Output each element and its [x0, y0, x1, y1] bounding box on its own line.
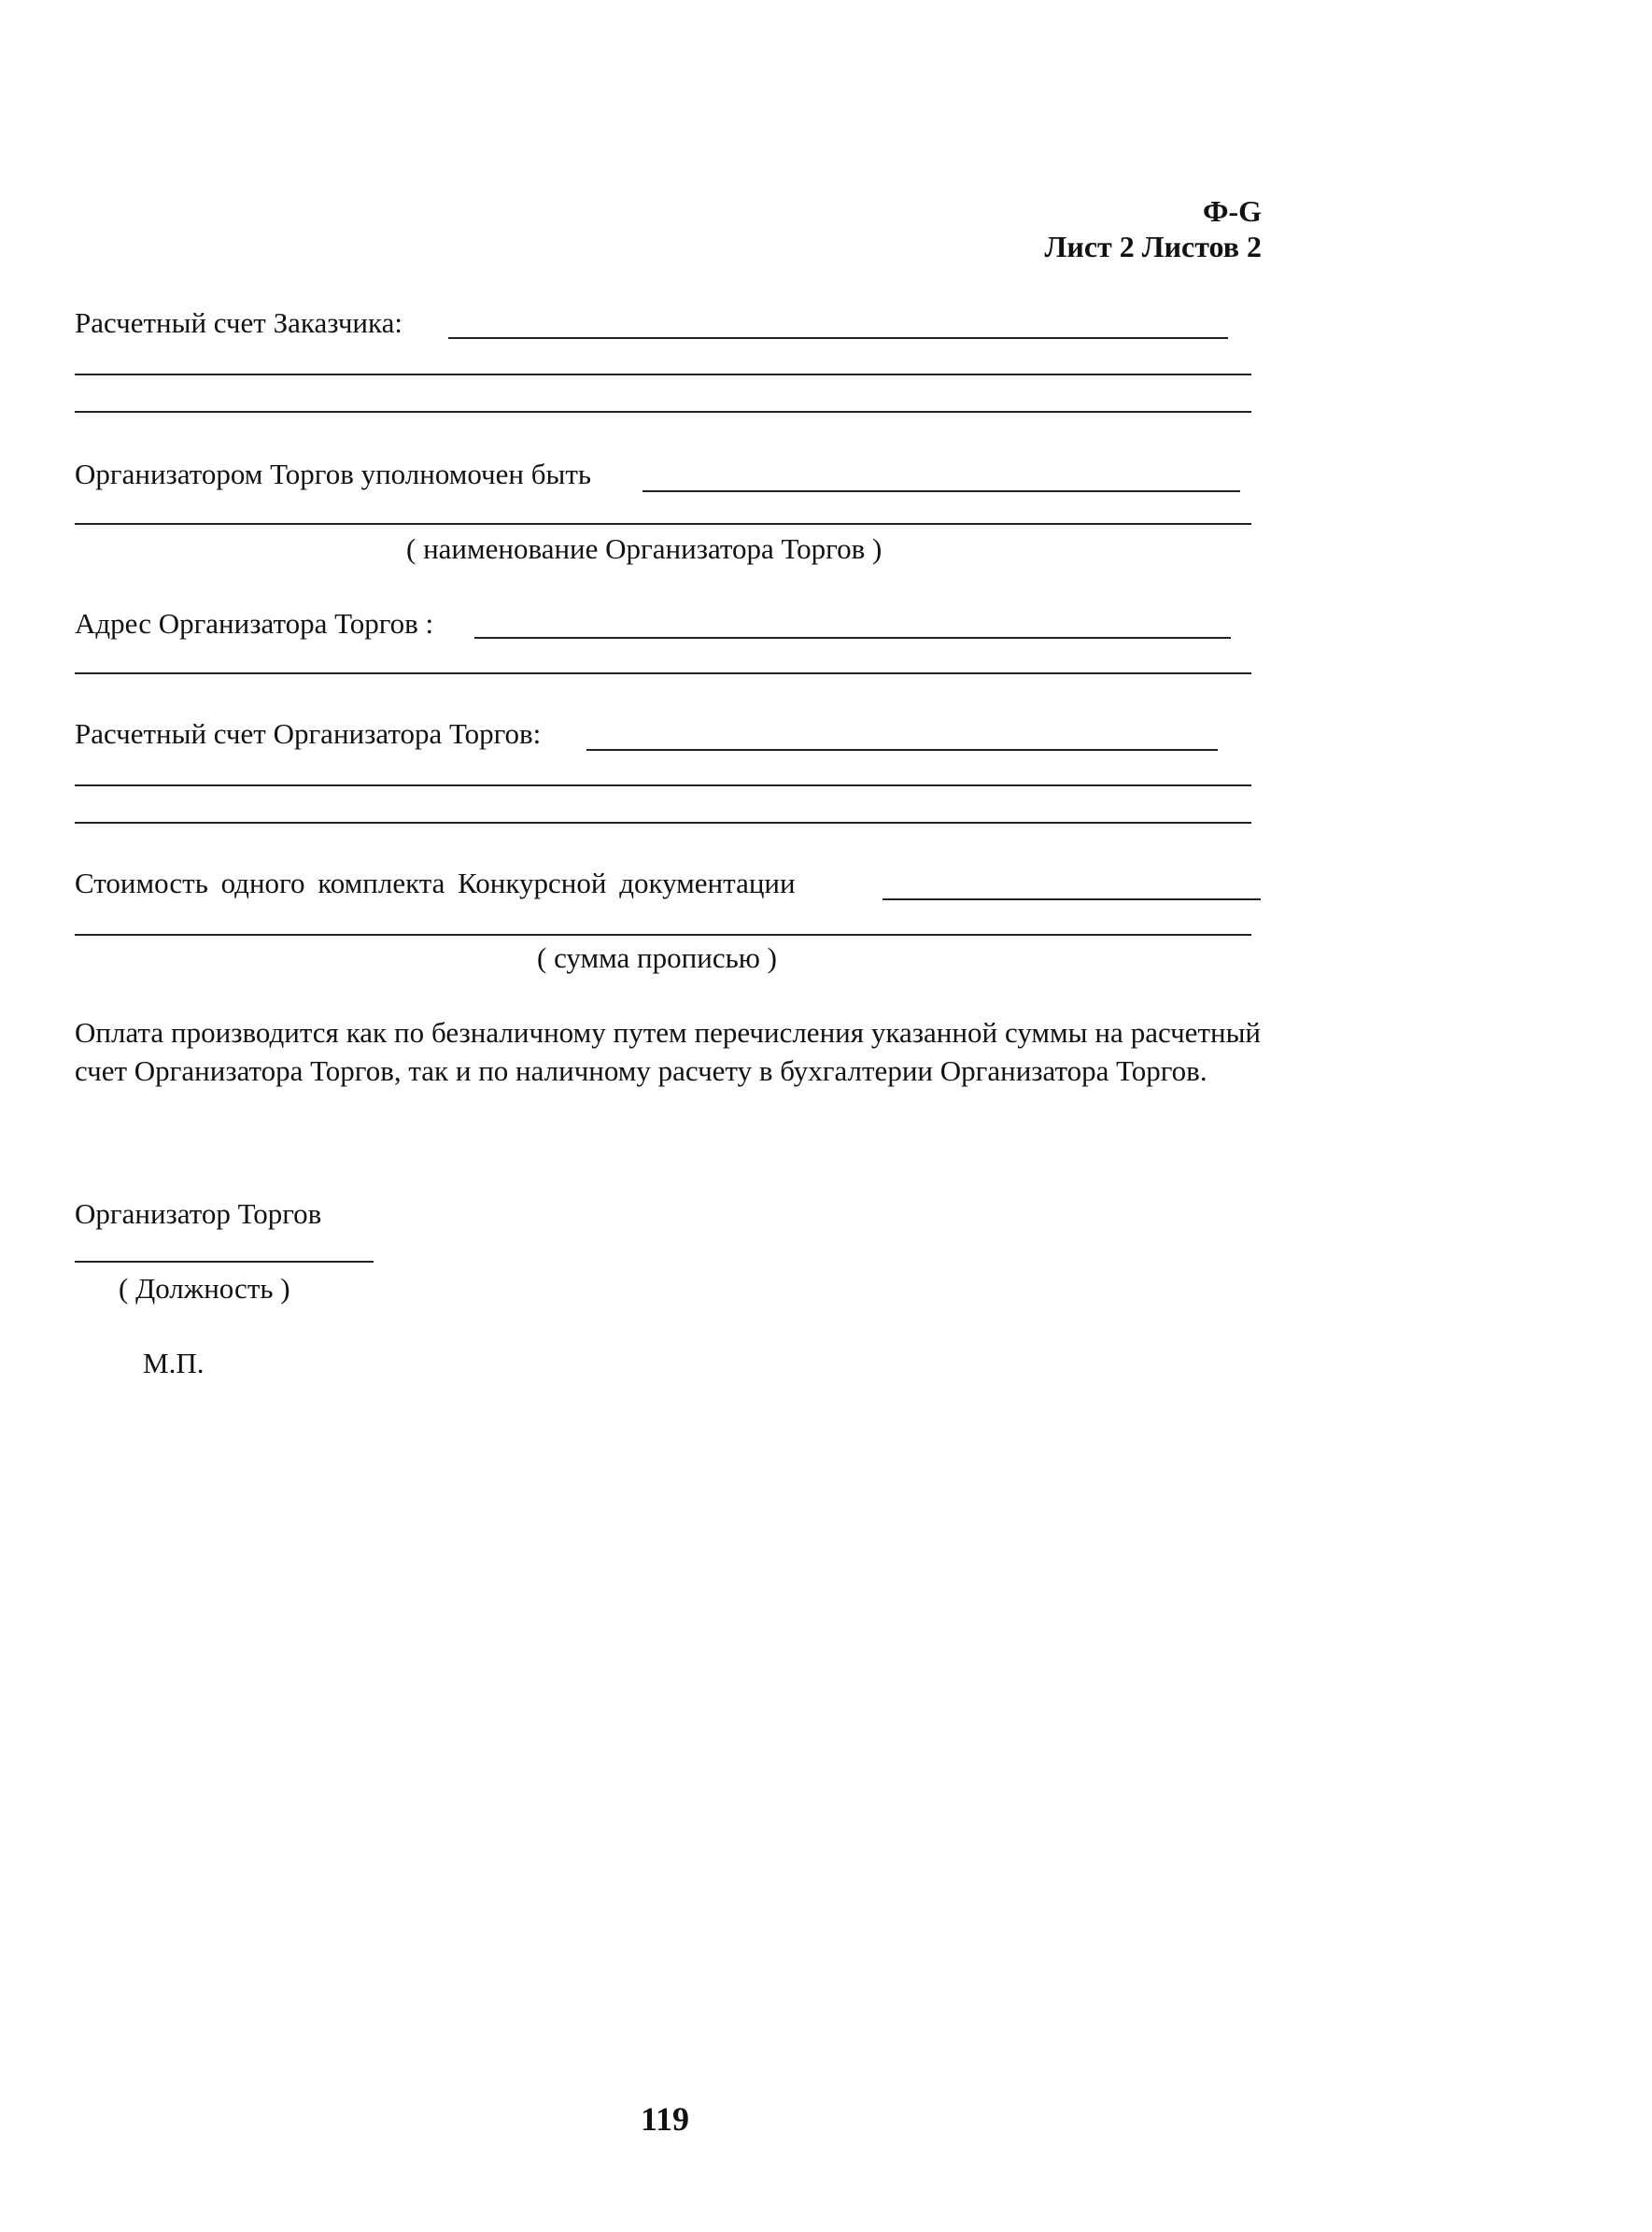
organizer-account-line-3: [75, 822, 1251, 824]
organizer-address-label: Адрес Организатора Торгов :: [75, 607, 434, 640]
doc-cost-line-2: [75, 934, 1251, 936]
organizer-account-line-2: [75, 784, 1251, 786]
organizer-name-caption: ( наименование Организатора Торгов ): [406, 532, 882, 565]
organizer-authorized-line-1: [642, 490, 1240, 492]
organizer-authorized-line-2: [75, 523, 1251, 525]
customer-account-line-1: [448, 337, 1228, 339]
stamp-place: М.П.: [143, 1347, 205, 1379]
organizer-account-label: Расчетный счет Организатора Торгов:: [75, 717, 542, 750]
page-number: 119: [641, 2100, 690, 2138]
customer-account-line-2: [75, 374, 1251, 375]
form-code: Ф-G: [1202, 194, 1262, 228]
customer-account-label: Расчетный счет Заказчика:: [75, 306, 402, 339]
organizer-account-line-1: [586, 749, 1218, 751]
organizer-address-line-1: [474, 637, 1231, 639]
position-caption: ( Должность ): [119, 1272, 290, 1305]
position-line: [75, 1261, 374, 1263]
customer-account-line-3: [75, 411, 1251, 413]
sheet-info: Лист 2 Листов 2: [1044, 230, 1262, 263]
organizer-signature-label: Организатор Торгов: [75, 1197, 322, 1230]
doc-cost-label: Стоимость одного комплекта Конкурсной документации: [75, 867, 796, 899]
organizer-authorized-label: Организатором Торгов уполномочен быть: [75, 458, 592, 490]
doc-cost-line-1: [882, 898, 1261, 900]
amount-in-words-caption: ( сумма прописью ): [537, 941, 777, 974]
organizer-address-line-2: [75, 672, 1251, 674]
payment-note: Оплата производится как по безналичному путем перечисления указанной суммы на расчетный счет Организатора Торгов, так и по наличному расчету в бухгалтерии Организатора Торгов.: [75, 1016, 1261, 1087]
